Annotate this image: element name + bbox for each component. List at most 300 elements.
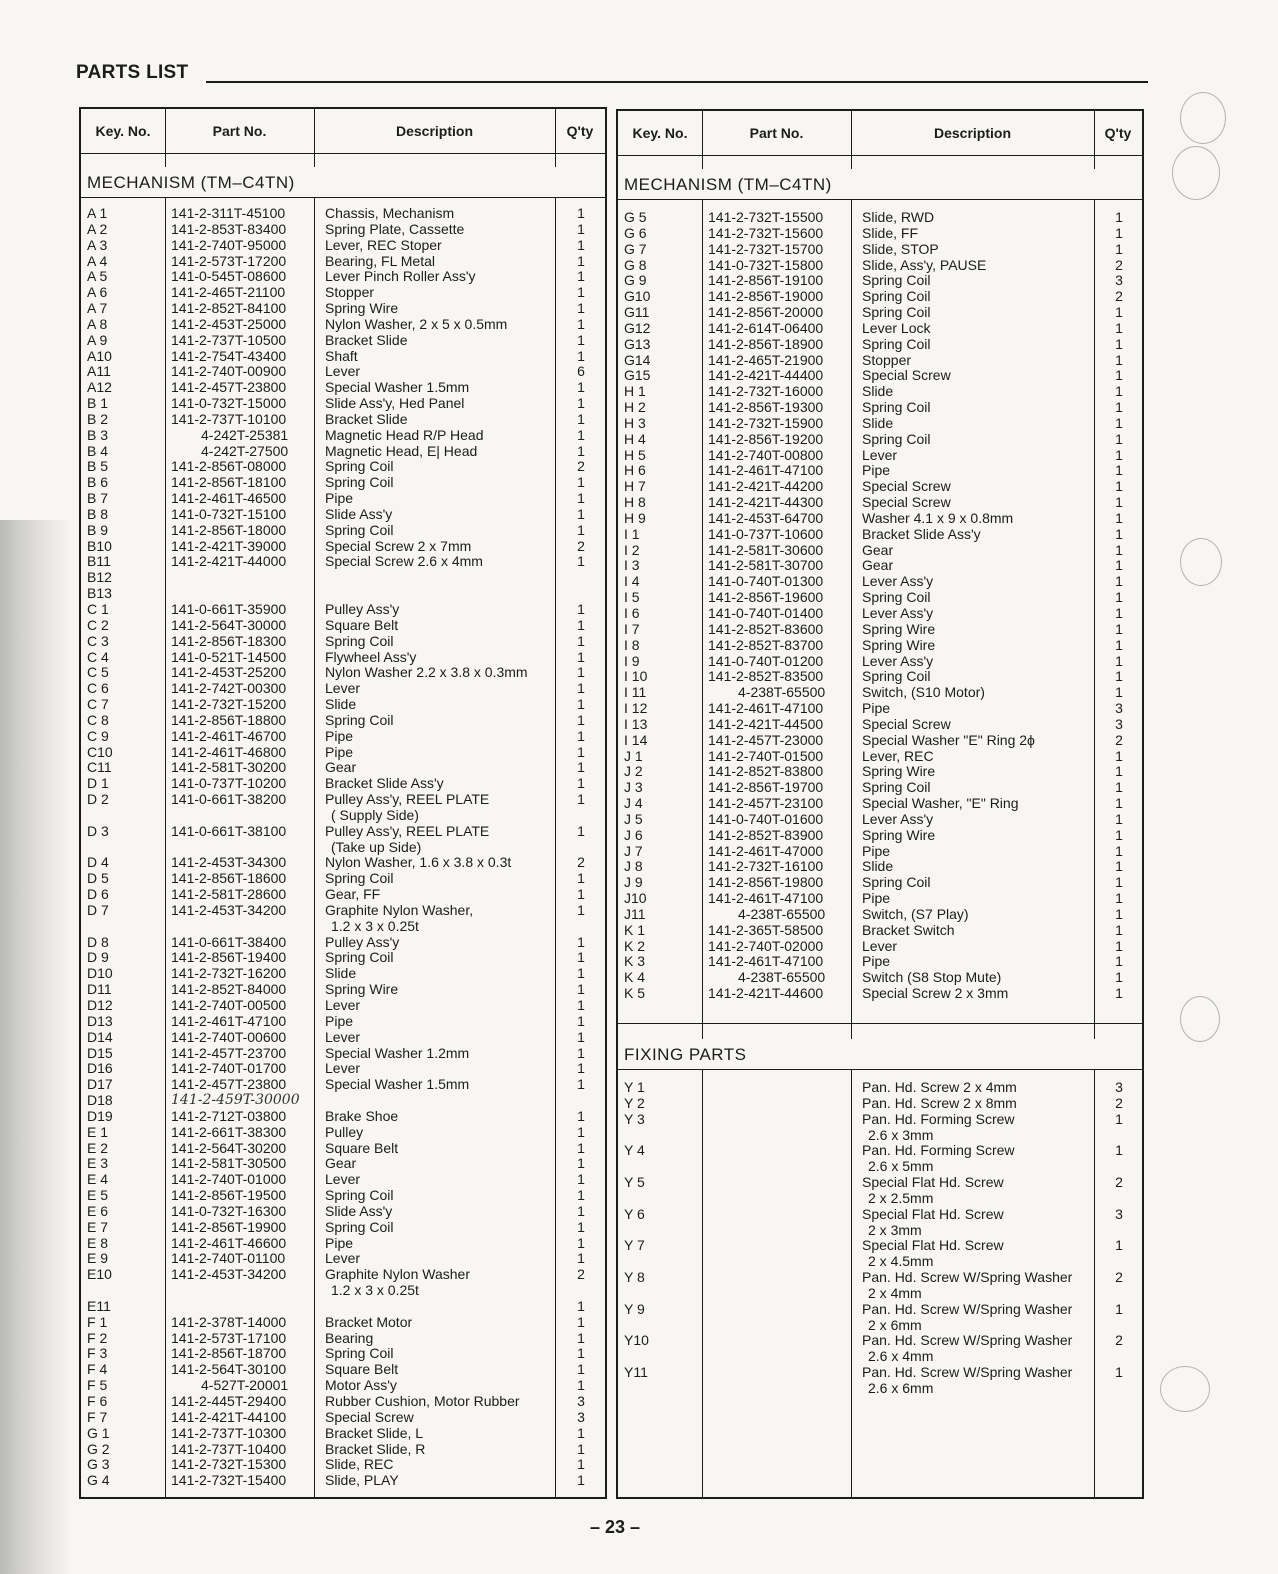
key-no: J11: [624, 905, 646, 922]
description: Pan. Hd. Screw 2 x 8mm: [862, 1094, 1017, 1111]
description: Slide: [325, 965, 357, 982]
key-no: G 5: [624, 209, 647, 225]
key-no: E 2: [87, 1139, 109, 1156]
table-row: [618, 874, 1142, 890]
table-row: [81, 949, 605, 965]
table-row: [81, 1140, 605, 1156]
table-row: [618, 938, 1142, 954]
table-row: [81, 1345, 605, 1361]
description: Slide: [325, 696, 357, 713]
description: Spring Coil: [325, 949, 394, 966]
description: Pulley Ass'y: [325, 601, 400, 617]
binder-hole: [1180, 538, 1222, 586]
part-no: 141-2-457T-23800: [171, 1076, 287, 1093]
part-no: 141-2-856T-19900: [171, 1218, 287, 1235]
table-row: [81, 205, 605, 221]
description: Shaft: [325, 347, 358, 364]
description: Special Flat Hd. Screw: [862, 1237, 1004, 1254]
table-row: [81, 221, 605, 237]
key-no: G 2: [87, 1440, 110, 1457]
description: Special Screw 2 x 3mm: [862, 985, 1009, 1002]
quantity: 1: [1115, 209, 1123, 225]
description: Slide, REC: [325, 1456, 394, 1473]
description: Switch, (S7 Play): [862, 905, 969, 922]
part-no: 141-2-740T-02000: [708, 937, 824, 954]
key-no: I 11: [624, 684, 647, 701]
table-row: [618, 621, 1142, 637]
table-row-continuation: [618, 1317, 1142, 1333]
quantity: 2: [1115, 1174, 1123, 1191]
key-no: K 2: [624, 937, 646, 954]
table-row: [618, 526, 1142, 542]
key-no: I 7: [624, 620, 640, 637]
table-row-continuation: [81, 918, 605, 934]
description: Lever: [862, 446, 898, 463]
table-row: [618, 985, 1142, 1001]
quantity: 1: [577, 205, 585, 221]
key-no: J 6: [624, 826, 643, 843]
section-divider: [618, 1023, 1142, 1024]
header-divider: [81, 153, 605, 154]
table-row: [81, 696, 605, 712]
key-no: C 4: [87, 648, 109, 665]
description: Bearing: [325, 1329, 374, 1346]
key-no: J 4: [624, 795, 643, 812]
key-no: H 2: [624, 399, 646, 416]
table-row: [618, 1174, 1142, 1190]
table-row: [618, 320, 1142, 336]
quantity: 1: [1115, 921, 1123, 938]
description: 2 x 6mm: [868, 1316, 922, 1333]
description: Spring Wire: [325, 981, 399, 998]
key-no: Y 1: [624, 1079, 645, 1095]
part-no: 141-2-742T-00300: [171, 680, 287, 697]
part-no: 141-2-740T-01700: [171, 1060, 287, 1077]
part-no: 141-0-740T-01200: [708, 652, 824, 669]
description: ( Supply Side): [331, 806, 419, 823]
key-no: F 3: [87, 1345, 108, 1362]
key-no: B 3: [87, 426, 109, 443]
description: Lever: [325, 997, 361, 1013]
quantity: 1: [577, 1329, 585, 1346]
table-row: [81, 1219, 605, 1235]
table-row: [81, 1472, 605, 1488]
quantity: 1: [577, 901, 585, 918]
key-no: I 3: [624, 557, 640, 574]
key-no: A 1: [87, 205, 108, 221]
part-no: 141-2-461T-47100: [171, 1012, 287, 1029]
description: Pipe: [862, 700, 891, 717]
section-title-divider: [81, 197, 605, 198]
quantity: 1: [1115, 478, 1123, 495]
quantity: 1: [1115, 573, 1123, 590]
description: Lever: [325, 1028, 361, 1045]
key-no: H 7: [624, 478, 646, 495]
key-no: K 3: [624, 953, 646, 970]
part-no: 141-2-856T-18100: [171, 474, 287, 491]
description: Spring Coil: [862, 288, 931, 305]
part-no: 141-2-740T-00900: [171, 363, 287, 380]
table-row: [618, 557, 1142, 573]
description: Pipe: [325, 1012, 354, 1029]
description: Lever: [325, 680, 361, 697]
description: Slide Ass'y, Hed Panel: [325, 395, 465, 412]
table-row: [81, 538, 605, 554]
description: 1.2 x 3 x 0.25t: [331, 917, 419, 934]
key-no: H 1: [624, 383, 646, 400]
key-no: D16: [87, 1060, 113, 1077]
part-no: 141-2-421T-44400: [708, 367, 824, 384]
description: Pan. Hd. Screw W/Spring Washer: [862, 1364, 1073, 1381]
quantity: 1: [577, 1313, 585, 1330]
key-no: D19: [87, 1107, 113, 1124]
key-no: J 8: [624, 858, 643, 875]
part-no: 141-2-461T-46500: [171, 490, 287, 507]
key-no: D 8: [87, 933, 109, 950]
quantity: 1: [577, 1377, 585, 1394]
quantity: 1: [1115, 1110, 1123, 1127]
quantity: 1: [577, 949, 585, 966]
description: Bracket Slide: [325, 331, 408, 348]
description: Spring Coil: [862, 430, 931, 447]
table-row: [618, 573, 1142, 589]
quantity: 1: [577, 1139, 585, 1156]
key-no: I 14: [624, 731, 648, 748]
key-no: D10: [87, 965, 113, 982]
table-row: [618, 906, 1142, 922]
part-no: 141-2-365T-58500: [708, 921, 824, 938]
table-row: [81, 237, 605, 253]
part-no: 141-2-737T-10100: [171, 410, 287, 427]
part-no: 4-242T-25381: [201, 426, 289, 443]
quantity: 6: [577, 363, 585, 380]
header-description: Description: [933, 125, 1011, 141]
key-no: G 9: [624, 272, 647, 289]
quantity: 1: [1115, 319, 1123, 336]
table-row: [618, 209, 1142, 225]
part-no: 141-2-461T-47100: [708, 700, 824, 717]
table-row: [618, 953, 1142, 969]
part-no: 141-2-732T-15700: [708, 240, 824, 257]
section-title: MECHANISM (TM–C4TN): [87, 173, 295, 192]
quantity: 1: [577, 236, 585, 253]
key-no: D17: [87, 1076, 113, 1093]
description: Pipe: [325, 1234, 354, 1251]
key-no: E 1: [87, 1123, 109, 1140]
table-row: [81, 823, 605, 839]
table-row-continuation: [81, 807, 605, 823]
key-no: B 9: [87, 521, 109, 538]
key-no: B 5: [87, 458, 109, 475]
part-no: 4-238T-65500: [738, 684, 826, 701]
table-row: [81, 1361, 605, 1377]
table-row: [81, 316, 605, 332]
quantity: 1: [1115, 494, 1123, 511]
part-no: 141-0-661T-35900: [171, 601, 287, 617]
quantity: 1: [1115, 985, 1123, 1002]
part-no: 141-0-661T-38200: [171, 791, 287, 808]
part-no: 141-0-521T-14500: [171, 648, 287, 665]
part-no: 141-2-852T-83800: [708, 763, 824, 780]
description: Pulley Ass'y, REEL PLATE: [325, 822, 490, 839]
part-no: 4-238T-65500: [738, 969, 826, 986]
part-no: 141-2-712T-03800: [171, 1107, 287, 1124]
part-no: 141-2-378T-14000: [171, 1313, 287, 1330]
part-no: 141-2-564T-30200: [171, 1139, 287, 1156]
part-no: 141-2-421T-44100: [171, 1408, 287, 1425]
description: (Take up Side): [331, 838, 422, 855]
quantity: 1: [577, 648, 585, 665]
table-row: [81, 1409, 605, 1425]
description: Spring Coil: [325, 474, 394, 491]
table-row: [81, 1314, 605, 1330]
header-description: Description: [395, 123, 473, 139]
key-no: A 8: [87, 315, 108, 332]
quantity: 1: [577, 347, 585, 364]
description: Bracket Slide, L: [325, 1424, 424, 1441]
description: Switch (S8 Stop Mute): [862, 969, 1002, 986]
table-row: [618, 542, 1142, 558]
part-no: 141-2-421T-44600: [708, 985, 824, 1002]
quantity: 1: [1115, 414, 1123, 431]
description: Pan. Hd. Forming Screw: [862, 1110, 1015, 1127]
key-no: E 7: [87, 1218, 109, 1235]
key-no: G 3: [87, 1456, 110, 1473]
key-no: D 9: [87, 949, 109, 966]
quantity: 1: [1115, 240, 1123, 257]
part-no: 141-2-856T-19800: [708, 874, 824, 891]
table-row: [618, 1095, 1142, 1111]
description: Lever: [325, 1060, 361, 1077]
parts-table-left: [79, 107, 607, 1499]
description: Slide, STOP: [862, 240, 939, 257]
table-row: [81, 553, 605, 569]
key-no: K 4: [624, 969, 646, 986]
part-no: 141-2-564T-30100: [171, 1361, 287, 1378]
key-no: F 7: [87, 1408, 108, 1425]
description: Switch, (S10 Motor): [862, 684, 985, 701]
description: Lever: [325, 1250, 361, 1267]
quantity: 1: [577, 680, 585, 697]
quantity: 1: [1115, 620, 1123, 637]
quantity: 2: [1115, 1269, 1123, 1286]
table-row: [618, 811, 1142, 827]
quantity: 1: [577, 997, 585, 1013]
table-row: [618, 1111, 1142, 1127]
description: Lever, REC: [862, 747, 934, 764]
table-row: [81, 633, 605, 649]
part-no: 141-2-461T-46800: [171, 743, 287, 760]
key-no: Y 7: [624, 1237, 645, 1254]
quantity: 1: [1115, 1142, 1123, 1159]
key-no: G 4: [87, 1472, 110, 1489]
table-row: [81, 1171, 605, 1187]
header-qty: Q'ty: [1104, 125, 1132, 141]
description: Graphite Nylon Washer: [325, 1266, 470, 1283]
table-row: [81, 997, 605, 1013]
quantity: 1: [1115, 462, 1123, 479]
part-no: 141-2-856T-18900: [708, 335, 824, 352]
binder-hole: [1172, 146, 1220, 200]
quantity: 1: [1115, 810, 1123, 827]
description: Pipe: [862, 462, 891, 479]
quantity: 1: [1115, 953, 1123, 970]
description: Spring Coil: [325, 1187, 394, 1204]
description: Rubber Cushion, Motor Rubber: [325, 1393, 520, 1409]
key-no: B 1: [87, 395, 109, 412]
part-no: 141-2-856T-19400: [171, 949, 287, 966]
table-row: [81, 712, 605, 728]
quantity: 1: [577, 886, 585, 903]
table-row: [81, 332, 605, 348]
quantity: 1: [577, 696, 585, 713]
part-no: 4-238T-65500: [738, 905, 826, 922]
quantity: 1: [577, 379, 585, 396]
table-row: [81, 1155, 605, 1171]
quantity: 1: [1115, 842, 1123, 859]
description: Pulley Ass'y, REEL PLATE: [325, 791, 490, 808]
table-row: [81, 791, 605, 807]
key-no: F 6: [87, 1393, 108, 1409]
quantity: 3: [1115, 1205, 1123, 1222]
description: Spring Coil: [862, 874, 931, 891]
description: Nylon Washer 2.2 x 3.8 x 0.3mm: [325, 664, 528, 681]
table-row: [618, 716, 1142, 732]
key-no: A10: [87, 347, 112, 364]
quantity: 1: [1115, 779, 1123, 796]
part-no: 141-2-856T-18000: [171, 521, 287, 538]
description: Slide, RWD: [862, 209, 935, 225]
description: Special Screw: [862, 367, 951, 384]
table-row-continuation: [618, 1285, 1142, 1301]
description: Washer 4.1 x 9 x 0.8mm: [862, 509, 1014, 526]
quantity: 1: [577, 1297, 585, 1314]
quantity: 1: [577, 505, 585, 522]
description: Gear: [325, 759, 357, 776]
part-no: 141-2-457T-23700: [171, 1044, 287, 1061]
table-row: [618, 399, 1142, 415]
table-row: [618, 352, 1142, 368]
part-no: 141-2-732T-16200: [171, 965, 287, 982]
description: 2.6 x 6mm: [868, 1379, 934, 1396]
description: Slide, Ass'y, PAUSE: [862, 256, 987, 273]
description: Spring Coil: [862, 399, 931, 416]
description: Gear, FF: [325, 886, 381, 903]
description: Motor Ass'y: [325, 1377, 397, 1394]
part-no: 141-2-856T-08000: [171, 458, 287, 475]
quantity: 2: [1115, 1332, 1123, 1349]
quantity: 1: [577, 490, 585, 507]
part-no: 141-2-732T-15200: [171, 696, 287, 713]
key-no: H 8: [624, 494, 646, 511]
description: Lever Ass'y: [862, 810, 934, 827]
table-row: [81, 1029, 605, 1045]
description: Spring Plate, Cassette: [325, 220, 465, 237]
table-row-continuation: [618, 1190, 1142, 1206]
key-no: B 8: [87, 505, 109, 522]
description: Special Screw 2.6 x 4mm: [325, 553, 483, 570]
part-no: 141-2-457T-23100: [708, 795, 824, 812]
key-no: J10: [624, 890, 647, 907]
quantity: 2: [577, 854, 585, 871]
part-no: 141-2-856T-19100: [708, 272, 824, 289]
quantity: 1: [577, 933, 585, 950]
key-no: J 7: [624, 842, 643, 859]
quantity: 1: [1115, 1237, 1123, 1254]
description: Special Screw: [862, 715, 951, 732]
key-no: A 7: [87, 300, 108, 317]
key-no: J 3: [624, 779, 643, 796]
description: Slide: [862, 383, 894, 400]
description: Spring Wire: [325, 300, 399, 317]
key-no: J 1: [624, 747, 643, 764]
quantity: 1: [577, 1187, 585, 1204]
description: Bracket Motor: [325, 1313, 413, 1330]
description: Slide: [862, 414, 894, 431]
part-no: 141-0-737T-10600: [708, 525, 824, 542]
description: Square Belt: [325, 1361, 399, 1378]
part-no: 141-2-421T-44300: [708, 494, 824, 511]
quantity: 1: [577, 664, 585, 681]
table-row-continuation: [618, 1380, 1142, 1396]
quantity: 1: [577, 1171, 585, 1188]
key-no: E 5: [87, 1187, 109, 1204]
part-no: 141-2-856T-18600: [171, 870, 287, 887]
part-no: 141-2-453T-64700: [708, 509, 824, 526]
key-no: C 9: [87, 727, 109, 744]
description: Spring Coil: [325, 521, 394, 538]
part-no: 141-2-732T-15900: [708, 414, 824, 431]
table-row: [618, 795, 1142, 811]
table-row: [81, 1076, 605, 1092]
key-no: F 5: [87, 1377, 108, 1394]
table-row: [81, 1060, 605, 1076]
part-no: 141-2-461T-46600: [171, 1234, 287, 1251]
key-no: C 2: [87, 616, 109, 633]
quantity: 1: [577, 1234, 585, 1251]
quantity: 1: [1115, 636, 1123, 653]
part-no: 141-2-457T-23000: [708, 731, 824, 748]
quantity: 1: [577, 1456, 585, 1473]
table-row: [81, 981, 605, 997]
part-no: 141-2-740T-01100: [171, 1250, 286, 1267]
description: Spring Coil: [862, 304, 931, 321]
table-row: [81, 522, 605, 538]
quantity: 1: [577, 1424, 585, 1441]
key-no: G15: [624, 367, 651, 384]
table-row: [81, 1108, 605, 1124]
part-no: 141-2-453T-34200: [171, 901, 287, 918]
quantity: 1: [1115, 1300, 1123, 1317]
part-no: 141-2-461T-47100: [708, 462, 824, 479]
quantity: 1: [1115, 304, 1123, 321]
part-no: 141-2-564T-30000: [171, 616, 287, 633]
key-no: F 2: [87, 1329, 108, 1346]
table-row: [81, 1298, 605, 1314]
description: Bracket Slide: [325, 410, 408, 427]
description: Pipe: [862, 953, 891, 970]
part-no: 141-0-740T-01600: [708, 810, 824, 827]
table-row: [618, 1079, 1142, 1095]
part-no: 141-0-737T-10200: [171, 775, 287, 792]
description: Special Flat Hd. Screw: [862, 1205, 1004, 1222]
part-no: 141-2-465T-21100: [171, 284, 286, 301]
part-no: 141-2-581T-30200: [171, 759, 287, 776]
quantity: 1: [577, 1361, 585, 1378]
quantity: 1: [1115, 890, 1123, 907]
quantity: 1: [577, 410, 585, 427]
part-no: 141-2-740T-95000: [171, 236, 287, 253]
